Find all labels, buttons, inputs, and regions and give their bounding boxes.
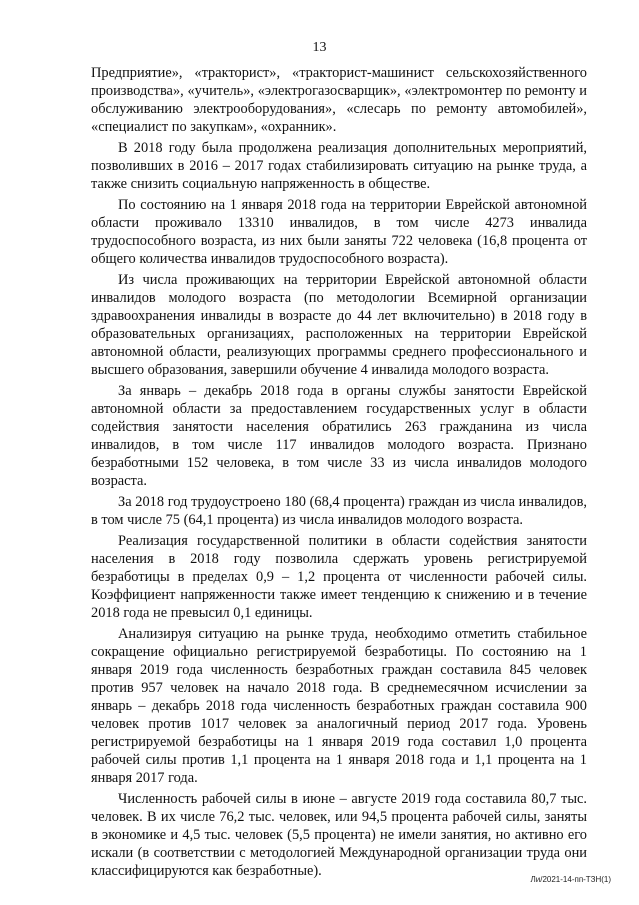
- paragraph-labor-market-analysis: Анализируя ситуацию на рынке труда, необходимо отметить стабильное сокращение официально регистрируемой безработицы. По состоянию на 1 января 2019 года численность безработных граждан составила 845 человек против 957 человек на начало 2018 года. В среднемесячном исчислении за январь – декабрь 2018 года численность безработных граждан составила 900 человек против 1017 человек за аналогичный период 2017 года. Уровень регистрируемой безработицы на 1 января 2019 года составил 1,0 процента рабочей силы против 1,1 процента на 1 января 2018 года и 1,1 процента на 1 января 2017 года.: [91, 626, 587, 786]
- paragraph-unemployment-policy: Реализация государственной политики в области содействия занятости населения в 2018 году позволила сдержать уровень регистрируемой безработицы в пределах 0,9 – 1,2 процента от численности рабочей силы. Коэффициент напряженности также имеет тенденцию к снижению и в течение 2018 года не превысил 0,1 единицы.: [91, 533, 587, 621]
- document-code: Ли/2021-14-пп-ТЗН(1): [530, 875, 611, 884]
- document-body: [91, 64, 587, 883]
- paragraph-labor-force: Численность рабочей силы в июне – августе 2019 года составила 80,7 тыс. человек. В их числе 76,2 тыс. человек, или 94,5 процента рабочей силы, заняты в экономике и 4,5 тыс. человек (5,5 процента) не имели занятия, но активно его искали (в соответствии с методологией Международной организации труда они классифицируются как безработные).: [91, 791, 587, 879]
- paragraph-measures-2018: В 2018 году была продолжена реализация дополнительных мероприятий, позволивших в 2016 – 2017 годах стабилизировать ситуацию на рынке труда, а также снизить социальную напряженность в обществе.: [91, 140, 587, 192]
- paragraph-disabled-count: По состоянию на 1 января 2018 года на территории Еврейской автономной области проживало 13310 инвалидов, в том числе 4273 инвалида трудоспособного возраста, из них были заняты 722 человека (16,8 процента от общего количества инвалидов трудоспособного возраста).: [91, 197, 587, 267]
- paragraph-employment-services: За январь – декабрь 2018 года в органы службы занятости Еврейской автономной области за предоставлением государственных услуг в области содействия занятости населения обратились 263 гражданина из числа инвалидов, в том числе 117 инвалидов молодого возраста. Признано безработными 152 человека, в том числе 33 из числа инвалидов молодого возраста.: [91, 383, 587, 489]
- page-number: 13: [312, 40, 327, 55]
- paragraph-employed-2018: За 2018 год трудоустроено 180 (68,4 процента) граждан из числа инвалидов, в том числе 75 (64,1 процента) из числа инвалидов молодого возраста.: [91, 494, 587, 528]
- paragraph-young-disabled-education: Из числа проживающих на территории Еврейской автономной области инвалидов молодого возраста (по методологии Всемирной организации здравоохранения инвалиды в возрасте до 44 лет включительно) в 2018 году в образовательных организациях, расположенных на территории Еврейской автономной области, реализующих программы среднего профессионального и высшего образования, завершили обучение 4 инвалида молодого возраста.: [91, 272, 587, 378]
- paragraph-continuation: Предприятие», «тракторист», «тракторист-машинист сельскохозяйственного производства», «учитель», «электрогазосварщик», «электромонтер по ремонту и обслуживанию электрооборудования», «слесарь по ремонту автомобилей», «специалист по закупкам», «охранник».: [91, 65, 587, 135]
